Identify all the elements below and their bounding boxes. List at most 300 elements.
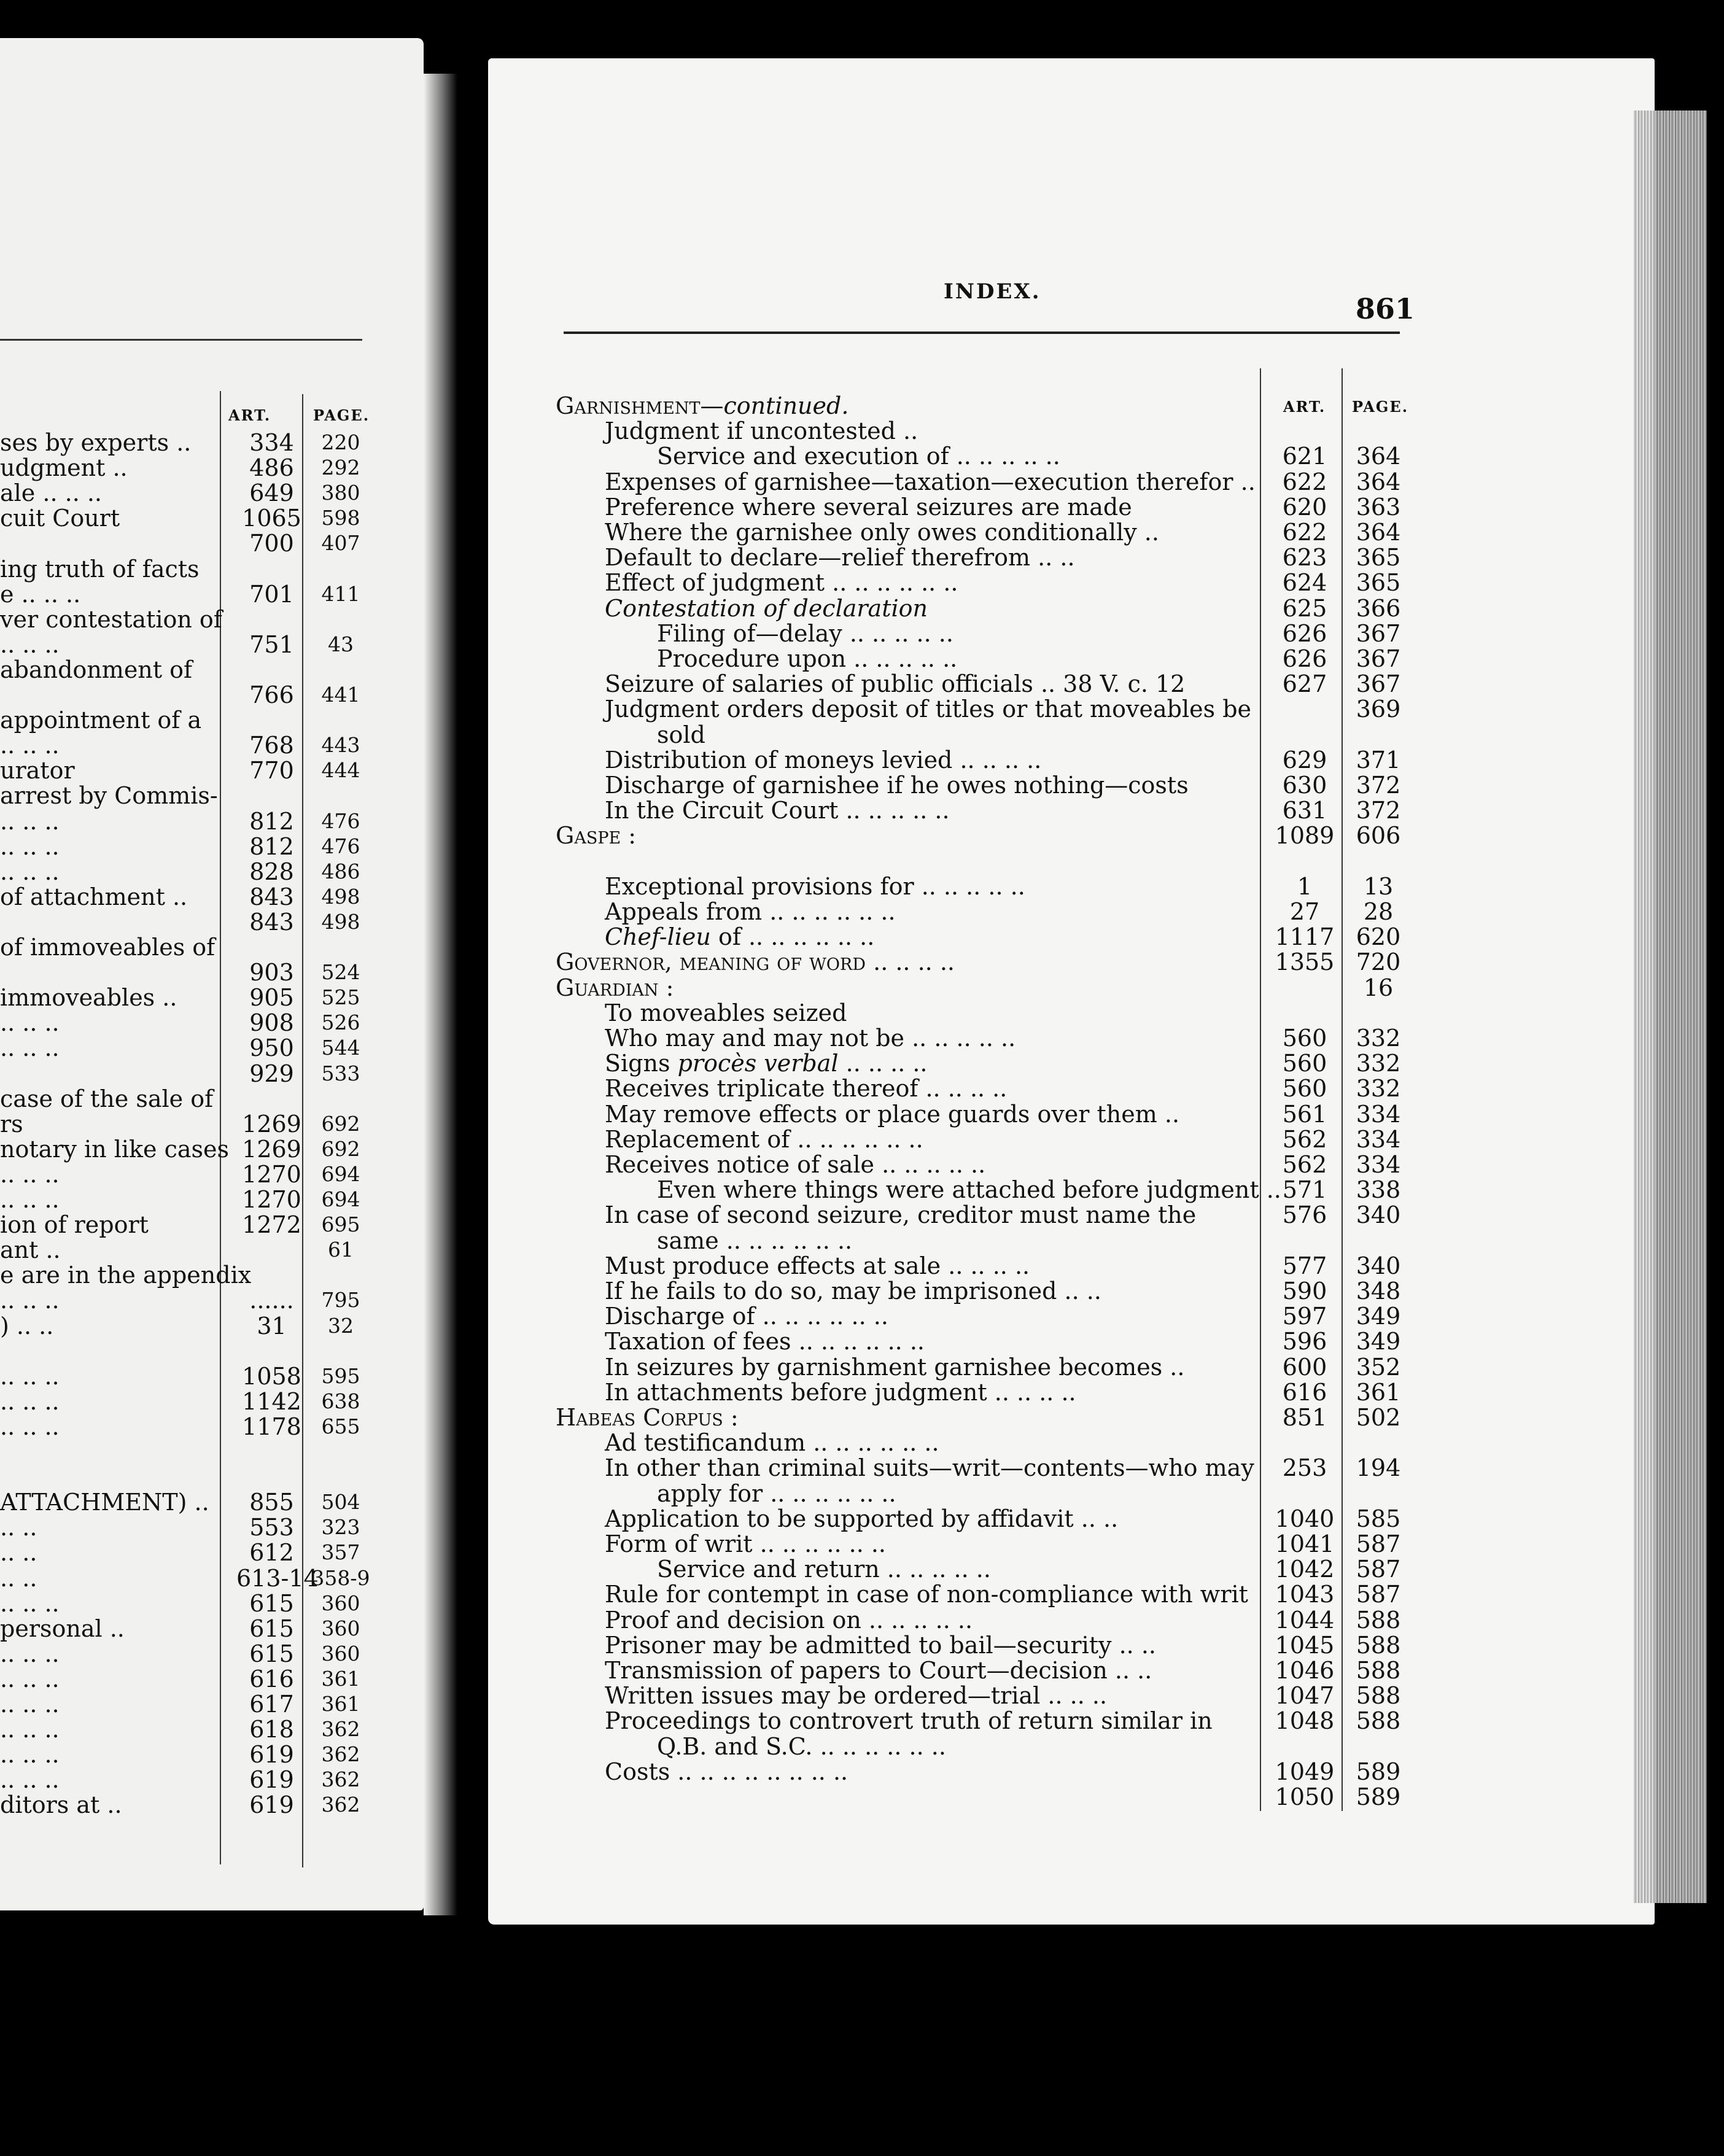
right-entry-art: 596 <box>1282 1328 1327 1355</box>
right-index-line <box>0 949 1412 975</box>
right-entry-text: Prisoner may be admitted to bail—security .. .. <box>605 1631 1156 1659</box>
right-index-line <box>0 1328 1412 1354</box>
left-entry-art: 616 <box>249 1665 294 1693</box>
running-head: INDEX. <box>944 279 1041 304</box>
left-entry-text: .. .. .. <box>0 630 60 658</box>
right-entry-art: 1041 <box>1275 1530 1335 1557</box>
left-entry-art: 828 <box>249 858 294 885</box>
left-entry-art: 700 <box>249 530 294 557</box>
right-index-line <box>0 1126 1412 1152</box>
left-entry-page: 595 <box>321 1363 360 1388</box>
right-entry-art: 625 <box>1282 594 1327 622</box>
right-entry-text: Even where things were attached before judgment .. <box>657 1176 1281 1204</box>
right-index-line <box>0 874 1412 899</box>
left-entry-text: of immoveables of <box>0 934 216 961</box>
right-entry-text: May remove effects or place guards over them .. <box>605 1100 1180 1128</box>
left-entry-art: 1269 <box>242 1135 301 1163</box>
right-entry-page: 588 <box>1356 1606 1401 1634</box>
right-entry-text: Receives triplicate thereof .. .. .. .. <box>605 1075 1008 1103</box>
left-entry-art: 334 <box>249 429 294 456</box>
right-index-line <box>0 595 1412 621</box>
left-entry-page: 476 <box>321 834 360 858</box>
left-entry-text: abandonment of <box>0 656 193 683</box>
left-entry-page: 361 <box>321 1692 360 1716</box>
right-index-line <box>0 899 1412 925</box>
right-entry-text: Rule for contempt in case of non-compliance with writ <box>605 1581 1248 1608</box>
left-entry-text: appointment of a <box>0 707 202 734</box>
left-entry-text: udgment .. <box>0 454 128 482</box>
right-entry-text: Preference where several seizures are made <box>605 493 1132 521</box>
right-entry-text: Distribution of moneys levied .. .. .. .. <box>605 746 1042 774</box>
left-entry-text: .. .. .. <box>0 732 60 759</box>
left-entry-text: .. .. <box>0 1564 37 1592</box>
right-entry-page: 589 <box>1356 1758 1401 1785</box>
left-entry-text: .. .. .. <box>0 1413 60 1440</box>
left-entry-page: 441 <box>321 683 360 707</box>
right-index-line <box>0 1354 1412 1380</box>
right-entry-text: In attachments before judgment .. .. .. .. <box>605 1378 1076 1406</box>
right-index-line <box>0 1025 1412 1051</box>
right-entry-art: 562 <box>1282 1125 1327 1153</box>
right-index-line <box>0 519 1412 545</box>
page-edges <box>1633 111 1707 1903</box>
right-entry-page: 28 <box>1363 898 1394 925</box>
right-entry-page: 369 <box>1356 696 1401 723</box>
right-index-line <box>0 1607 1412 1633</box>
left-entry-page: 533 <box>321 1061 360 1085</box>
right-entry-page: 588 <box>1356 1631 1401 1659</box>
right-index-line <box>0 1177 1412 1203</box>
right-entry-art: 561 <box>1282 1100 1327 1128</box>
right-entry-art: 620 <box>1282 493 1327 521</box>
right-entry-art: 576 <box>1282 1201 1327 1229</box>
left-entry-page: 360 <box>321 1641 360 1665</box>
right-entry-text: Ad testificandum .. .. .. .. .. .. <box>605 1429 939 1457</box>
right-entry-page: 587 <box>1356 1556 1401 1583</box>
right-index-line <box>0 646 1412 672</box>
right-entry-page: 365 <box>1356 569 1401 597</box>
right-entry-page: 372 <box>1356 797 1401 824</box>
right-entry-page: 588 <box>1356 1657 1401 1684</box>
right-entry-art: 1045 <box>1275 1631 1335 1659</box>
left-entry-page: 360 <box>321 1591 360 1615</box>
left-entry-page: 638 <box>321 1389 360 1413</box>
right-entry-page: 13 <box>1363 872 1394 900</box>
right-entry-page: 367 <box>1356 619 1401 647</box>
right-index-line <box>0 443 1412 469</box>
right-entry-art: 1117 <box>1275 923 1335 951</box>
left-entry-art: 618 <box>249 1716 294 1743</box>
right-entry-text: Chef-lieu of .. .. .. .. .. .. <box>605 923 875 951</box>
left-entry-page: 486 <box>321 859 360 883</box>
right-index-line <box>0 393 1412 419</box>
right-entry-text: Exceptional provisions for .. .. .. .. .. <box>605 872 1025 900</box>
right-entry-page: 340 <box>1356 1252 1401 1279</box>
right-index-line <box>0 1632 1412 1658</box>
right-entry-text: Must produce effects at sale .. .. .. .. <box>605 1252 1030 1279</box>
right-index-line <box>0 1784 1412 1810</box>
left-entry-text: .. .. .. <box>0 1716 60 1743</box>
right-entry-art: 630 <box>1282 772 1327 799</box>
right-entry-art: 851 <box>1282 1404 1327 1431</box>
left-entry-art: 613-14 <box>236 1564 319 1592</box>
right-index-line <box>0 1050 1412 1076</box>
left-entry-art: 843 <box>249 883 294 910</box>
right-entry-text: If he fails to do so, may be imprisoned .. .. <box>605 1278 1101 1305</box>
right-index-line <box>0 1379 1412 1405</box>
left-entry-text: ant .. <box>0 1236 61 1264</box>
left-entry-text: ver contestation of <box>0 605 222 633</box>
left-entry-text: .. .. .. <box>0 1691 60 1718</box>
right-entry-text: Proceedings to controvert truth of return similar in <box>605 1707 1213 1735</box>
left-entry-page: 220 <box>321 430 360 454</box>
left-entry-art: 701 <box>249 580 294 608</box>
right-entry-page: 365 <box>1356 544 1401 572</box>
right-entry-art: 1044 <box>1275 1606 1335 1634</box>
right-entry-art: 597 <box>1282 1303 1327 1330</box>
left-entry-text: .. .. .. <box>0 1287 60 1314</box>
right-entry-art: 622 <box>1282 519 1327 546</box>
right-entry-text: Governor, meaning of word .. .. .. .. <box>556 948 955 976</box>
left-entry-text: ATTACHMENT) .. <box>0 1489 209 1516</box>
right-entry-text: Who may and may not be .. .. .. .. .. <box>605 1025 1016 1052</box>
right-entry-art: 1043 <box>1275 1581 1335 1608</box>
left-entry-page: 43 <box>328 632 354 656</box>
left-entry-page: 692 <box>321 1136 360 1161</box>
right-entry-page: 363 <box>1356 493 1401 521</box>
right-entry-art: 616 <box>1282 1378 1327 1406</box>
right-entry-page: 588 <box>1356 1707 1401 1735</box>
left-entry-page: 357 <box>321 1540 360 1565</box>
left-entry-page: 498 <box>321 884 360 909</box>
left-entry-text: .. .. .. <box>0 1009 60 1037</box>
right-entry-page: 348 <box>1356 1278 1401 1305</box>
right-entry-text: Habeas Corpus : <box>556 1404 739 1431</box>
left-entry-page: 361 <box>321 1666 360 1691</box>
left-entry-art: 905 <box>249 984 294 1012</box>
left-entry-art: 855 <box>249 1489 294 1516</box>
right-entry-art: 1 <box>1297 872 1313 900</box>
left-entry-text: .. .. .. <box>0 1640 60 1667</box>
left-entry-text: e .. .. .. <box>0 580 81 608</box>
right-entry-text: Procedure upon .. .. .. .. .. <box>657 645 958 672</box>
left-entry-art: 1269 <box>242 1110 301 1138</box>
left-entry-art: 1058 <box>242 1362 301 1390</box>
right-entry-art: 1049 <box>1275 1758 1335 1785</box>
right-index-line <box>0 469 1412 495</box>
left-entry-text: cuit Court <box>0 505 120 532</box>
left-entry-text: ) .. .. <box>0 1312 54 1340</box>
right-entry-page: 194 <box>1356 1454 1401 1482</box>
left-entry-text: .. .. .. <box>0 1387 60 1415</box>
right-index-line <box>0 1405 1412 1430</box>
right-index-line <box>0 621 1412 646</box>
right-entry-art: 621 <box>1282 443 1327 470</box>
right-entry-text: In seizures by garnishment garnishee becomes .. <box>605 1353 1185 1381</box>
right-entry-art: 627 <box>1282 670 1327 698</box>
right-index-line <box>0 1734 1412 1759</box>
right-entry-text: Written issues may be ordered—trial .. .. .. <box>605 1682 1108 1710</box>
left-entry-art: 612 <box>249 1539 294 1567</box>
right-entry-text: Gaspe : <box>556 822 637 850</box>
right-entry-text: Discharge of .. .. .. .. .. .. <box>605 1303 888 1330</box>
right-entry-art: 1040 <box>1275 1505 1335 1532</box>
right-entry-text: Effect of judgment .. .. .. .. .. .. <box>605 569 958 597</box>
right-index-line <box>0 772 1412 798</box>
right-entry-text: Seizure of salaries of public officials .. 38 V. c. 12 <box>605 670 1186 698</box>
left-entry-text: .. .. .. <box>0 1186 60 1213</box>
right-entry-text: Costs .. .. .. .. .. .. .. .. <box>605 1758 848 1785</box>
left-entry-page: 695 <box>321 1212 360 1237</box>
left-entry-text: ditors at .. <box>0 1791 122 1819</box>
right-entry-text: Taxation of fees .. .. .. .. .. .. <box>605 1328 925 1355</box>
left-entry-text: .. .. .. <box>0 1362 60 1390</box>
left-entry-text: e are in the appendix <box>0 1262 252 1289</box>
left-entry-text: urator <box>0 757 75 785</box>
right-entry-page: 338 <box>1356 1176 1401 1204</box>
left-page-rule <box>0 339 362 341</box>
right-entry-text: Form of writ .. .. .. .. .. .. <box>605 1530 887 1557</box>
left-entry-art: ...... <box>249 1287 294 1314</box>
right-index-line <box>0 747 1412 773</box>
right-entry-page: 352 <box>1356 1353 1401 1381</box>
left-entry-art: 1178 <box>242 1413 301 1440</box>
right-entry-art: 577 <box>1282 1252 1327 1279</box>
left-entry-page: 292 <box>321 456 360 480</box>
left-entry-art: 649 <box>249 479 294 507</box>
right-entry-text: Signs procès verbal .. .. .. .. <box>605 1050 928 1077</box>
right-index-line <box>0 570 1412 595</box>
right-entry-text: Replacement of .. .. .. .. .. .. <box>605 1125 923 1153</box>
right-entry-text: Garnishment—continued. <box>556 392 849 419</box>
left-entry-page: 694 <box>321 1187 360 1211</box>
right-entry-page: 588 <box>1356 1682 1401 1710</box>
right-entry-page: 16 <box>1363 974 1394 1001</box>
right-entry-page: 720 <box>1356 948 1401 976</box>
left-entry-page: 32 <box>328 1313 354 1338</box>
right-entry-text: Receives notice of sale .. .. .. .. .. <box>605 1151 986 1178</box>
left-entry-art: 486 <box>249 454 294 482</box>
right-index-line <box>0 1152 1412 1177</box>
right-entry-text: To moveables seized <box>605 999 847 1026</box>
left-entry-art: 768 <box>249 732 294 759</box>
right-entry-art: 590 <box>1282 1278 1327 1305</box>
right-index-line <box>0 722 1412 748</box>
right-entry-page: 606 <box>1356 822 1401 850</box>
right-entry-art: 1355 <box>1275 948 1335 976</box>
right-index-line <box>0 1000 1412 1026</box>
right-entry-text: Filing of—delay .. .. .. .. .. <box>657 619 953 647</box>
right-entry-art: 560 <box>1282 1050 1327 1077</box>
right-index-line <box>0 1531 1412 1557</box>
right-entry-art: 1050 <box>1275 1783 1335 1810</box>
right-entry-page: 585 <box>1356 1505 1401 1532</box>
left-entry-page: 443 <box>321 733 360 758</box>
right-index-line <box>0 1101 1412 1127</box>
right-index-line <box>0 924 1412 950</box>
right-entry-page: 589 <box>1356 1783 1401 1810</box>
left-entry-text: arrest by Commis- <box>0 782 218 810</box>
right-entry-art: 623 <box>1282 544 1327 572</box>
left-entry-art: 615 <box>249 1640 294 1667</box>
right-entry-text: Judgment orders deposit of titles or that moveables be <box>605 696 1252 723</box>
right-index-line <box>0 1303 1412 1329</box>
right-index-line <box>0 1556 1412 1582</box>
left-entry-page: 444 <box>321 758 360 783</box>
right-page-heading: PAGE. <box>1352 398 1409 416</box>
right-entry-text: apply for .. .. .. .. .. .. <box>657 1479 896 1507</box>
right-entry-art: 622 <box>1282 468 1327 495</box>
right-art-heading: ART. <box>1283 398 1326 416</box>
left-entry-art: 770 <box>249 757 294 785</box>
left-entry-page: 526 <box>321 1010 360 1035</box>
left-entry-art: 751 <box>249 630 294 658</box>
right-entry-text: Contestation of declaration <box>605 594 928 622</box>
right-entry-art: 571 <box>1282 1176 1327 1204</box>
left-entry-text: .. .. .. <box>0 832 60 860</box>
right-entry-text: Expenses of garnishee—taxation—execution therefor .. <box>605 468 1256 495</box>
left-entry-art: 1270 <box>242 1160 301 1188</box>
right-index-line <box>0 975 1412 1001</box>
right-entry-text: In case of second seizure, creditor must name the <box>605 1201 1197 1229</box>
left-entry-page: 362 <box>321 1793 360 1817</box>
left-entry-art: 553 <box>249 1514 294 1541</box>
right-entry-page: 334 <box>1356 1151 1401 1178</box>
right-entry-art: 1042 <box>1275 1556 1335 1583</box>
right-entry-art: 253 <box>1282 1454 1327 1482</box>
right-entry-page: 371 <box>1356 746 1401 774</box>
left-entry-art: 843 <box>249 908 294 936</box>
right-entry-text: Discharge of garnishee if he owes nothing—costs <box>605 772 1189 799</box>
right-index-line <box>0 1683 1412 1708</box>
right-entry-page: 340 <box>1356 1201 1401 1229</box>
right-entry-text: Proof and decision on .. .. .. .. .. <box>605 1606 973 1634</box>
right-index-line <box>0 1708 1412 1734</box>
right-entry-art: 1089 <box>1275 822 1335 850</box>
left-entry-text: .. .. .. <box>0 1589 60 1617</box>
left-entry-art: 950 <box>249 1034 294 1062</box>
right-entry-text: same .. .. .. .. .. .. <box>657 1227 853 1254</box>
right-entry-art: 629 <box>1282 746 1327 774</box>
right-entry-text: Service and return .. .. .. .. .. <box>657 1556 991 1583</box>
left-art-heading: ART. <box>228 406 271 424</box>
left-entry-art: 766 <box>249 681 294 708</box>
right-entry-text: In other than criminal suits—writ—contents—who may <box>605 1454 1254 1482</box>
right-entry-text: Application to be supported by affidavit .. .. <box>605 1505 1119 1532</box>
left-entry-page: 498 <box>321 909 360 934</box>
right-index-line <box>0 797 1412 823</box>
left-entry-page: 61 <box>328 1238 354 1262</box>
left-entry-art: 1272 <box>242 1211 301 1239</box>
right-entry-text: Service and execution of .. .. .. .. .. <box>657 443 1060 470</box>
right-entry-page: 620 <box>1356 923 1401 951</box>
right-entry-page: 364 <box>1356 443 1401 470</box>
right-entry-page: 334 <box>1356 1125 1401 1153</box>
left-entry-page: 362 <box>321 1742 360 1767</box>
left-entry-page: 692 <box>321 1111 360 1136</box>
left-entry-text: .. .. .. <box>0 1741 60 1769</box>
right-entry-text: Guardian : <box>556 974 674 1001</box>
page-number: 861 <box>1356 292 1415 325</box>
left-entry-art: 619 <box>249 1766 294 1794</box>
left-entry-page: 358-9 <box>311 1565 370 1590</box>
left-page-heading: PAGE. <box>313 406 370 424</box>
right-index-line <box>0 1759 1412 1785</box>
left-entry-text: of attachment .. <box>0 883 188 910</box>
right-entry-art: 624 <box>1282 569 1327 597</box>
left-entry-art: 619 <box>249 1741 294 1769</box>
right-entry-page: 367 <box>1356 670 1401 698</box>
right-entry-text: Q.B. and S.C. .. .. .. .. .. .. <box>657 1732 946 1760</box>
right-index-line <box>0 823 1412 848</box>
left-entry-page: 655 <box>321 1414 360 1438</box>
left-entry-art: 1065 <box>242 505 301 532</box>
right-entry-art: 27 <box>1289 898 1320 925</box>
left-entry-text: personal .. <box>0 1615 125 1642</box>
right-entry-page: 367 <box>1356 645 1401 672</box>
right-entry-text: In the Circuit Court .. .. .. .. .. <box>605 797 950 824</box>
right-index-line <box>0 848 1412 874</box>
right-entry-page: 332 <box>1356 1025 1401 1052</box>
left-entry-page: 362 <box>321 1767 360 1792</box>
right-entry-text: Appeals from .. .. .. .. .. .. <box>605 898 896 925</box>
left-entry-page: 323 <box>321 1515 360 1540</box>
right-index-line <box>0 1506 1412 1532</box>
left-entry-page: 694 <box>321 1161 360 1186</box>
right-entry-text: Judgment if uncontested .. <box>605 417 918 445</box>
right-entry-art: 1046 <box>1275 1657 1335 1684</box>
header-rule <box>564 332 1400 334</box>
left-entry-art: 812 <box>249 807 294 835</box>
left-entry-page: 598 <box>321 506 360 530</box>
right-entry-art: 560 <box>1282 1075 1327 1103</box>
right-index-line <box>0 1278 1412 1304</box>
left-entry-text: notary in like cases <box>0 1135 230 1163</box>
right-entry-page: 349 <box>1356 1328 1401 1355</box>
right-entry-page: 372 <box>1356 772 1401 799</box>
right-entry-page: 332 <box>1356 1050 1401 1077</box>
left-entry-art: 1270 <box>242 1186 301 1213</box>
right-index-line <box>0 1228 1412 1254</box>
left-entry-text: .. .. .. <box>0 1034 60 1062</box>
left-entry-text: rs <box>0 1110 23 1138</box>
left-entry-page: 362 <box>321 1717 360 1742</box>
left-entry-text: .. .. .. <box>0 1665 60 1693</box>
right-entry-art: 1048 <box>1275 1707 1335 1735</box>
right-index-line <box>0 1581 1412 1607</box>
right-index-line <box>0 418 1412 444</box>
left-entry-text: immoveables .. <box>0 984 177 1012</box>
left-entry-art: 1142 <box>242 1387 301 1415</box>
left-entry-page: 544 <box>321 1036 360 1060</box>
left-entry-text: .. .. .. <box>0 858 60 885</box>
right-entry-text: sold <box>657 721 705 748</box>
right-entry-page: 349 <box>1356 1303 1401 1330</box>
left-entry-text: ing truth of facts <box>0 555 200 583</box>
right-entry-page: 587 <box>1356 1581 1401 1608</box>
right-entry-art: 626 <box>1282 619 1327 647</box>
right-entry-page: 366 <box>1356 594 1401 622</box>
left-entry-text: .. .. .. <box>0 1160 60 1188</box>
right-index-line <box>0 494 1412 520</box>
left-entry-art: 812 <box>249 832 294 860</box>
left-entry-page: 525 <box>321 985 360 1010</box>
right-entry-page: 332 <box>1356 1075 1401 1103</box>
left-entry-page: 476 <box>321 808 360 833</box>
left-entry-page: 524 <box>321 960 360 985</box>
right-entry-art: 626 <box>1282 645 1327 672</box>
left-entry-page: 504 <box>321 1490 360 1514</box>
